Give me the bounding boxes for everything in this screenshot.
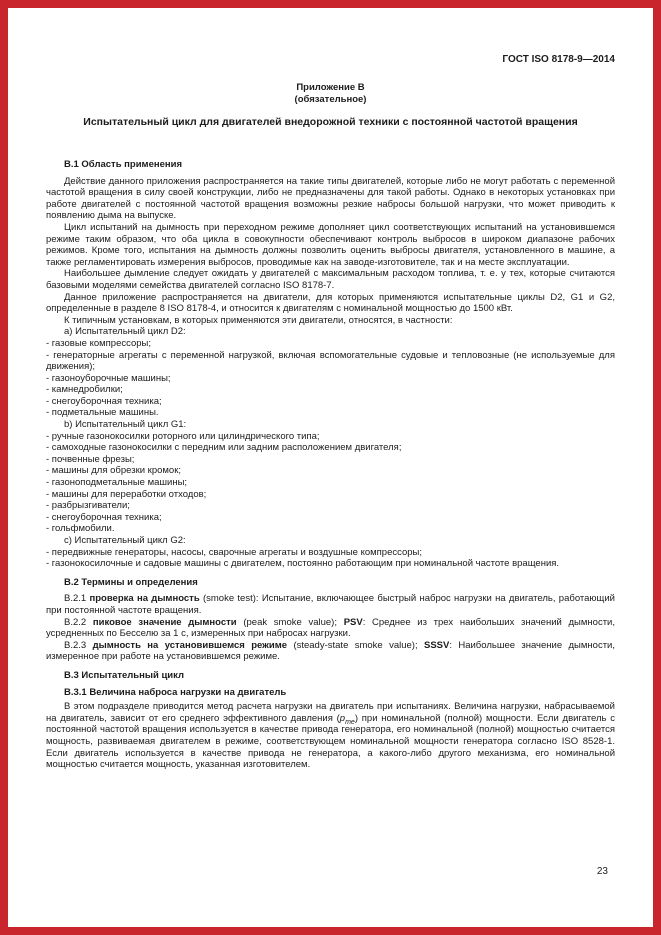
list-label: а) Испытательный цикл D2:	[64, 326, 186, 338]
page-number: 23	[596, 866, 608, 877]
annex-status: (обязательное)	[294, 93, 367, 105]
list-item: - подметальные машины.	[46, 407, 159, 419]
annex-label: Приложение В	[296, 82, 365, 93]
annex-title: Испытательный цикл для двигателей внедорожной техники с постоянной частотой вращения	[83, 116, 578, 128]
standard-reference: ГОСТ ISO 8178-9—2014	[502, 54, 615, 65]
list-item: - разбрызгиватели;	[46, 500, 130, 512]
list-item: - почвенные фрезы;	[46, 453, 135, 465]
paragraph: Данное приложение распространяется на двигатели, для которых применяются испытательные циклы D2, G1 и G2, определенные в разделе 8 ISO 8178-4, и относится к двигателям с номинальной мощностью до 1500 кВт.	[46, 291, 615, 315]
list-item: - газоноподметальные машины;	[46, 477, 188, 489]
term-paragraph: В этом подразделе приводится метод расчета нагрузки на двигатель при испытаниях. Величина нагрузки, набрасываемой на двигатель, зависит от его среднего эффективного давления $(p_{me})$ при номинальной (полной) мощности. Если двигатель с постоянной частотой вращения используется в качестве привода генератора, его номинальной (полной) мощностью считается мощность, развиваемая двигателем в режиме, соответствующем номинальной мощности генератора согласно ISO 8528-1. Если двигатель используется в качестве привода не генератора, а какого-либо другого механизма, его номинальной мощностью считается мощность, указанная изготовителем.	[46, 701, 616, 771]
term-paragraph: В.2.2 пиковое значение дымности (peak smoke value); PSV: Среднее из трех наибольших значений дымности, усредненных по Бесселю за 1 с, измеренных при набросах нагрузки.	[46, 616, 615, 640]
list-item: - передвижные генераторы, насосы, сварочные агрегаты и воздушные компрессоры;	[46, 546, 423, 558]
document-body	[46, 159, 615, 771]
paragraph: Цикл испытаний на дымность при переходном режиме дополняет цикл соответствующих испытаний на установившемся режиме таким образом, что оба цикла в совокупности обеспечивают контроль выбросов в широком диапазоне рабочих режимов. Кроме того, испытания на дымность должны позволить оценить выбросы двигателя, установленного в машине, а также регламентировать измерения выбросов, проводимые как на заводе-изготовителе, так и на месте эксплуатации.	[46, 221, 615, 268]
section-heading: В.1 Область применения	[64, 159, 183, 170]
list-item: - газоноуборочные машины;	[46, 372, 171, 384]
list-item: - машины для обрезки кромок;	[46, 465, 182, 477]
term-paragraph: В.2.3 дымность на установившемся режиме (steady-state smoke value); SSSV: Наибольшее значение дымности, измеренное при работе на установившемся режиме.	[46, 639, 615, 663]
term-paragraph: В.2.1 проверка на дымность (smoke test): Испытание, включающее быстрый наброс нагрузки на двигатель, работающий при постоянной частоте вращения.	[46, 593, 615, 616]
section-heading: В.2 Термины и определения	[64, 576, 198, 588]
list-item: - гольфмобили.	[46, 523, 115, 535]
list-item: - камнедробилки;	[46, 384, 123, 396]
paragraph: Действие данного приложения распространяется на такие типы двигателей, которые либо не могут работать с переменной частотой вращения в силу своей конструкции, либо не предназначены для такой работы. Однако в некоторых установках при работе двигателей с постоянной частотой вращения возможны резкие набросы большой нагрузки, что может приводить к появлению дыма на выпуске.	[46, 175, 615, 222]
list-label: c) Испытательный цикл G2:	[64, 535, 186, 546]
list-item: - снегоуборочная техника;	[46, 511, 162, 523]
list-item: - ручные газонокосилки роторного или цилиндрического типа;	[46, 430, 320, 442]
list-item: - генераторные агрегаты с переменной нагрузкой, включая вспомогательные судовые и тепловозные (не используемые для движения);	[46, 349, 615, 373]
sub-heading: В.3.1 Величина наброса нагрузки на двигатель	[64, 686, 287, 698]
list-item: - самоходные газонокосилки с передним или задним расположением двигателя;	[46, 442, 402, 454]
paragraph: К типичным установкам, в которых применяются эти двигатели, относятся, в частности:	[64, 314, 453, 326]
section-heading: В.3 Испытательный цикл	[64, 669, 185, 681]
list-item: - газовые компрессоры;	[46, 337, 151, 349]
document-content-area	[8, 8, 653, 927]
list-item: - снегоуборочная техника;	[46, 395, 162, 407]
list-label: b) Испытательный цикл G1:	[64, 419, 187, 431]
list-item: - машины для переработки отходов;	[46, 488, 207, 500]
list-item: - газонокосилочные и садовые машины с двигателем, постоянно работающим при номинальной частоте вращения.	[46, 558, 560, 570]
paragraph: Наибольшее дымление следует ожидать у двигателей с максимальным расходом топлива, т. е. у тех, которые считаются базовыми моделями семейства двигателей согласно ISO 8178-7.	[46, 268, 615, 291]
